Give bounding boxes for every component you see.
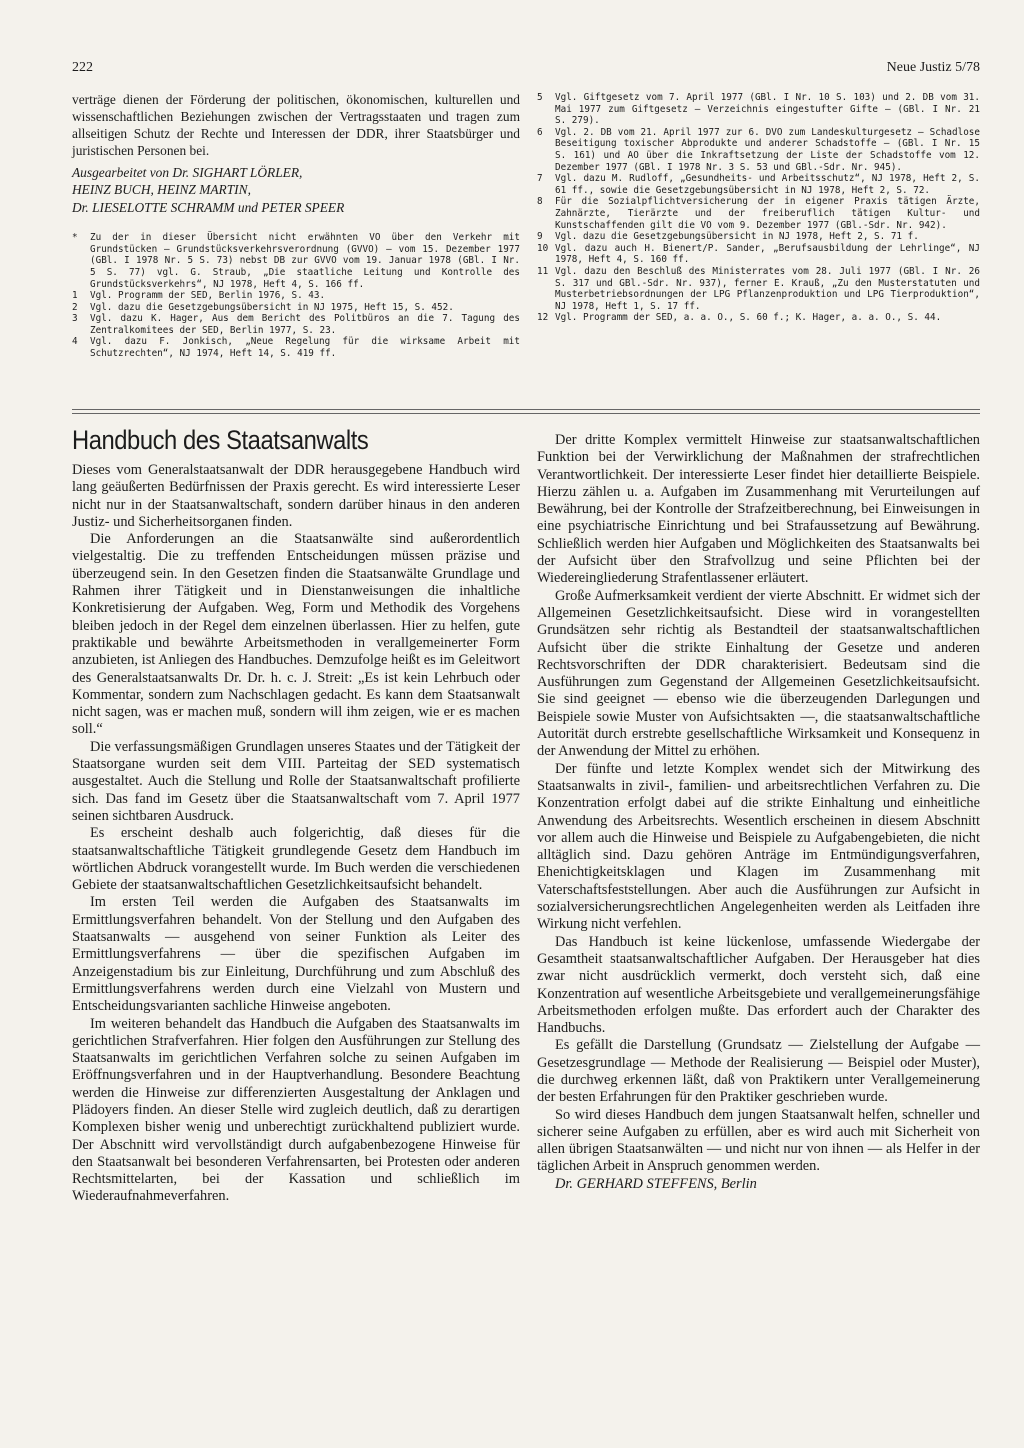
footnote: [72, 302, 520, 314]
author-line: Dr. LIESELOTTE SCHRAMM und PETER SPEER: [72, 199, 345, 215]
continued-paragraph: verträge dienen der Förderung der politischen, ökonomischen, kulturellen und wissenschaftlichen Beziehungen zwischen der Vertragsstaaten und tragen zum allseitigen Schutz der Rechte und Interessen der DDR, ihrer Staatsbürger und juristischen Personen bei.: [72, 92, 520, 158]
footnote: [537, 243, 980, 266]
footnote: [537, 196, 980, 231]
footnote-mark: 5: [537, 92, 543, 103]
footnote-text: Vgl. Programm der SED, a. a. O., S. 60 f.; K. Hager, a. a. O., S. 44.: [555, 312, 942, 324]
article-paragraph: Es erscheint deshalb auch folgerichtig, daß dieses für die staatsanwaltschaftliche Tätigkeit grundlegende Gesetz dem Handbuch im wörtlichen Abdruck vorangestellt wurde. Im Buch werden die verschiedenen Gebiete der staatsanwaltschaftlichen Gesetzlichkeitsaufsicht behandelt.: [72, 825, 520, 894]
footnote-text: Vgl. Giftgesetz vom 7. April 1977 (GBl. I Nr. 10 S. 103) und 2. DB vom 31. Mai 1977 zum Giftgesetz — Verzeichnis eingestufter Gifte — (GBl. I Nr. 21 S. 279).: [555, 92, 980, 127]
page-header: [72, 60, 980, 80]
article-paragraph: Dieses vom Generalstaatsanwalt der DDR herausgegebene Handbuch wird lang geäußerten Bedürfnissen der Praxis gerecht. Es wird interessierte Leser nicht nur in der Staatsanwaltschaft, sondern darüber hinaus in den anderen Justiz- und Sicherheitsorganen finden.: [72, 462, 520, 530]
article-paragraph: Das Handbuch ist keine lückenlose, umfassende Wiedergabe der Gesamtheit staatsanwaltschaftlicher Aufgaben. Der Herausgeber hat dies zwar nicht ausdrücklich vermerkt, doch versteht sich, daß eine Konzentration auf wesentliche Arbeitsgebiete und verallgemeinerungsfähige Arbeitsmethoden erfolgen mußte. Das erfordert auch der Charakter des Handbuchs.: [537, 933, 980, 1037]
footnote-text: Zu der in dieser Übersicht nicht erwähnten VO über den Verkehr mit Grundstücken — Grundstücksverkehrsverordnung (GVVO) — vom 15. Dezember 1977 (GBl. I 1978 Nr. 5 S. 73) nebst DB zur GVVO vom 19. Januar 1978 (GBl. I Nr. 5 S. 77) vgl. G. Straub, „Die staatliche Leitung und Kontrolle des Grundstücksverkehrs“, NJ 1978, Heft 4, S. 166 ff.: [90, 232, 520, 290]
footnote-text: Vgl. Programm der SED, Berlin 1976, S. 43.: [90, 290, 326, 302]
footnote-mark: 1: [72, 290, 78, 302]
footnote-mark: 8: [537, 196, 543, 208]
article-title: Handbuch des Staatsanwalts: [72, 425, 369, 455]
article-paragraph: Der fünfte und letzte Komplex wendet sich der Mitwirkung des Staatsanwalts in zivil-, familien- und arbeitsrechtlichen Verfahren zu. Die Konzentration erfolgt dabei auf die strikte Einhaltung und einheitliche Anwendung des Arbeitsrechts. Wesentlich erscheinen in diesem Abschnitt vor allem auch die Hinweise und Beispiele zu Aufgabengebieten, die nicht alltäglich sind. Dazu gehören Anträge im Entmündigungsverfahren, Ehenichtigkeitsklagen und Klagen im Zusammenhang mit Vaterschaftsfeststellungen. Aber auch die Ausführungen zur Aufsicht in sozialversicherungsrechtlichen Angelegenheiten werden als Leitfaden ihre Wirkung nicht verfehlen.: [537, 760, 980, 933]
article-paragraph: Im weiteren behandelt das Handbuch die Aufgaben des Staatsanwalts im gerichtlichen Strafverfahren. Hier folgen den Ausführungen zur Stellung des Staatsanwalts im gerichtlichen Verfahren solche zu seinen Aufgaben im Eröffnungsverfahren und in der Hauptverhandlung. Besondere Beachtung werden die Hinweise zur differenzierten Ausgestaltung der Anklagen und Plädoyers finden. An dieser Stelle wird zugleich deutlich, daß zu derartigen Komplexen bisher wenig und unberechtigt zurückhaltend publiziert wurde. Der Abschnitt wird vervollständigt durch aufgabenbezogene Hinweise für den Staatsanwalt bei besonderen Verfahrensarten, bei Protesten oder anderen Rechtsmittelarten, bei der Kassation und schließlich im Wiederaufnahmeverfahren.: [72, 1015, 520, 1205]
section-divider: [72, 409, 980, 410]
footnotes-left: [72, 232, 520, 360]
footnote-mark: 4: [72, 336, 78, 348]
author-line: HEINZ BUCH, HEINZ MARTIN,: [72, 182, 251, 198]
footnote: [537, 127, 980, 173]
footnote-text: Vgl. dazu den Beschluß des Ministerrates vom 28. Juli 1977 (GBl. I Nr. 26 S. 317 und GBl.-Sdr. Nr. 937), ferner E. Krauß, „Zu den Musterstatuten und Musterbetriebsordnungen der LPG Pflanzenproduktion und LPG Tierproduktion“, NJ 1978, Heft 1, S. 17 ff.: [555, 265, 980, 312]
top-left-column: [72, 92, 520, 360]
article-right-column: [537, 432, 980, 1193]
author-line: Ausgearbeitet von Dr. SIGHART LÖRLER,: [72, 164, 303, 180]
authors-block: [72, 164, 520, 217]
footnote: [72, 290, 520, 302]
article-paragraph: So wird dieses Handbuch dem jungen Staatsanwalt helfen, schneller und sicherer seine Aufgaben zu erfüllen, aber es wird auch mit Sicherheit von allen übrigen Staatsanwälten — und nicht nur von ihnen — als Helfer in der täglichen Arbeit in Anspruch genommen werden.: [537, 1106, 980, 1175]
article-left-column: [72, 462, 520, 1206]
footnotes-right: [537, 92, 980, 324]
footnote-mark: 3: [72, 313, 78, 325]
page-number: 222: [72, 60, 93, 75]
footnote: [537, 312, 980, 324]
reviewer-signature: Dr. GERHARD STEFFENS, Berlin: [555, 1175, 757, 1192]
footnote-mark: 12: [537, 312, 549, 324]
article-paragraph: Es gefällt die Darstellung (Grundsatz — Zielstellung der Aufgabe — Gesetzesgrundlage — Methode der Realisierung — Beispiel oder Muster), die durchweg erkennen läßt, daß von Praktikern unter Verallgemeinerung der besten Erfahrungen für den Praktiker geschrieben wurde.: [537, 1037, 980, 1106]
journal-issue: Neue Justiz 5/78: [886, 60, 980, 75]
footnote-text: Vgl. dazu die Gesetzgebungsübersicht in NJ 1978, Heft 2, S. 71 f.: [555, 231, 919, 243]
article-paragraph: Große Aufmerksamkeit verdient der vierte Abschnitt. Er widmet sich der Allgemeinen Gesetzlichkeitsaufsicht. Diese wird in vorangestellten Grundsätzen sehr richtig als Bestandteil der staatsanwaltschaftlichen Aufsicht über die strikte Einhaltung der Gesetze und anderen Rechtsvorschriften der DDR charakterisiert. Bedeutsam sind die Ausführungen zum Gegenstand der Allgemeinen Gesetzlichkeitsaufsicht. Sie sind geeignet — ebenso wie die überzeugenden Darlegungen und Beispiele sowie Muster von Aufsichtsakten —, die staatsanwaltschaftliche Autorität durch erstrebte gesellschaftliche Wirksamkeit und Konsequenz in der Anwendung der Mittel zu erhöhen.: [537, 587, 980, 760]
footnote-text: Vgl. dazu die Gesetzgebungsübersicht in NJ 1975, Heft 15, S. 452.: [90, 301, 454, 313]
footnote-text: Vgl. dazu M. Rudloff, „Gesundheits- und Arbeitsschutz“, NJ 1978, Heft 2, S. 61 ff., sowie die Gesetzgebungsübersicht in NJ 1978, Heft 2, S. 72.: [555, 173, 980, 196]
footnote: [537, 173, 980, 196]
footnote: [537, 266, 980, 312]
article-paragraph: Die verfassungsmäßigen Grundlagen unseres Staates und der Tätigkeit der Staatsorgane wurden seit dem VIII. Parteitag der SED systematisch ausgestaltet. Auch die Stellung und Rolle der Staatsanwaltschaft profilierte sich. Das fand im Gesetz über die Staatsanwaltschaft vom 7. April 1977 seinen sichtbaren Ausdruck.: [72, 738, 520, 824]
footnote: [72, 232, 520, 290]
section-divider: [72, 413, 980, 414]
footnote-text: Vgl. dazu auch H. Bienert/P. Sander, „Berufsausbildung der Lehrlinge“, NJ 1978, Heft 4, S. 160 ff.: [555, 242, 980, 266]
footnote-text: Vgl. 2. DB vom 21. April 1977 zur 6. DVO zum Landeskulturgesetz — Schadlose Beseitigung toxischer Abprodukte und anderer Schadstoffe — (GBl. I Nr. 15 S. 161) und AO über die Inkraftsetzung der Liste der Schadstoffe vom 12. Dezember 1977 (GBl. I 1978 Nr. 3 S. 53 und GBl.-Sdr. Nr. 945).: [555, 126, 980, 173]
footnote-mark: *: [72, 232, 78, 244]
footnote-mark: 6: [537, 126, 543, 138]
footnote: [537, 231, 980, 243]
footnote-mark: 10: [537, 242, 549, 254]
footnote: [72, 313, 520, 336]
article-paragraph: Im ersten Teil werden die Aufgaben des Staatsanwalts im Ermittlungsverfahren behandelt. Von der Stellung und den Aufgaben des Staatsanwalts — ausgehend von seiner Funktion als Leiter des Ermittlungsverfahrens — über die spezifischen Aufgaben im Anzeigenstadium bis zur Einleitung, Durchführung und zum Abschluß des Ermittlungsverfahrens werden durch eine Vielzahl von Mustern und Entscheidungsvarianten sachliche Hinweise angeboten.: [72, 894, 520, 1015]
footnote-mark: 11: [537, 265, 549, 277]
article-paragraph: Die Anforderungen an die Staatsanwälte sind außerordentlich vielgestaltig. Die zu treffenden Entscheidungen müssen präzise und überzeugend sein. In den Gesetzen finden die Staatsanwälte Grundlage und Rahmen ihrer Tätigkeit und in Dienstanweisungen die inhaltliche Konkretisierung der Aufgaben. Weg, Form und Methodik des Vorgehens bleiben jedoch in der Regel dem einzelnen überlassen. Hier zu helfen, gute praktikable und bewährte Arbeitsmethoden in verallgemeinerter Form anzubieten, ist Anliegen des Handbuches. Demzufolge heißt es im Geleitwort des Generalstaatsanwalts Dr. Dr. h. c. J. Streit: „Es ist kein Lehrbuch oder Kommentar, sondern zum Nachschlagen gedacht. Es kann dem Staatsanwalt nicht sagen, was er machen muß, sondern will ihm zeigen, wie er es machen soll.“: [72, 531, 520, 738]
footnote-text: Für die Sozialpflichtversicherung der in eigener Praxis tätigen Ärzte, Zahnärzte, Tierärzte und der freiberuflich tätigen Kultur- und Kunstschaffenden gilt die VO vom 9. Dezember 1977 (GBl.-Sdr. Nr. 942).: [555, 196, 980, 231]
footnote-mark: 9: [537, 231, 543, 243]
footnote: [72, 336, 520, 359]
footnote-text: Vgl. dazu K. Hager, Aus dem Bericht des Politbüros an die 7. Tagung des Zentralkomitees der SED, Berlin 1977, S. 23.: [90, 313, 520, 336]
footnote-mark: 2: [72, 301, 78, 313]
footnote-text: Vgl. dazu F. Jonkisch, „Neue Regelung für die wirksame Arbeit mit Schutzrechten“, NJ 1974, Heft 14, S. 419 ff.: [90, 336, 520, 360]
article-paragraph: Der dritte Komplex vermittelt Hinweise zur staatsanwaltschaftlichen Funktion bei der Verwirklichung der Maßnahmen der strafrechtlichen Verantwortlichkeit. Der interessierte Leser findet hier detaillierte Beispiele. Hierzu zählen u. a. Aufgaben im Zusammenhang mit Verurteilungen auf Bewährung, bei der Kontrolle der Strafzeitberechnung, bei Einweisungen in eine psychiatrische Einrichtung und bei Strafaussetzung auf Bewährung. Schließlich werden hier Aufgaben und Möglichkeiten des Staatsanwalts bei der Aufsicht über den Strafvollzug und seine Pflichten bei der Wiedereingliederung Strafentlassener erläutert.: [537, 432, 980, 587]
footnote-mark: 7: [537, 173, 543, 185]
top-right-column: [537, 92, 980, 324]
footnote: [537, 92, 980, 127]
